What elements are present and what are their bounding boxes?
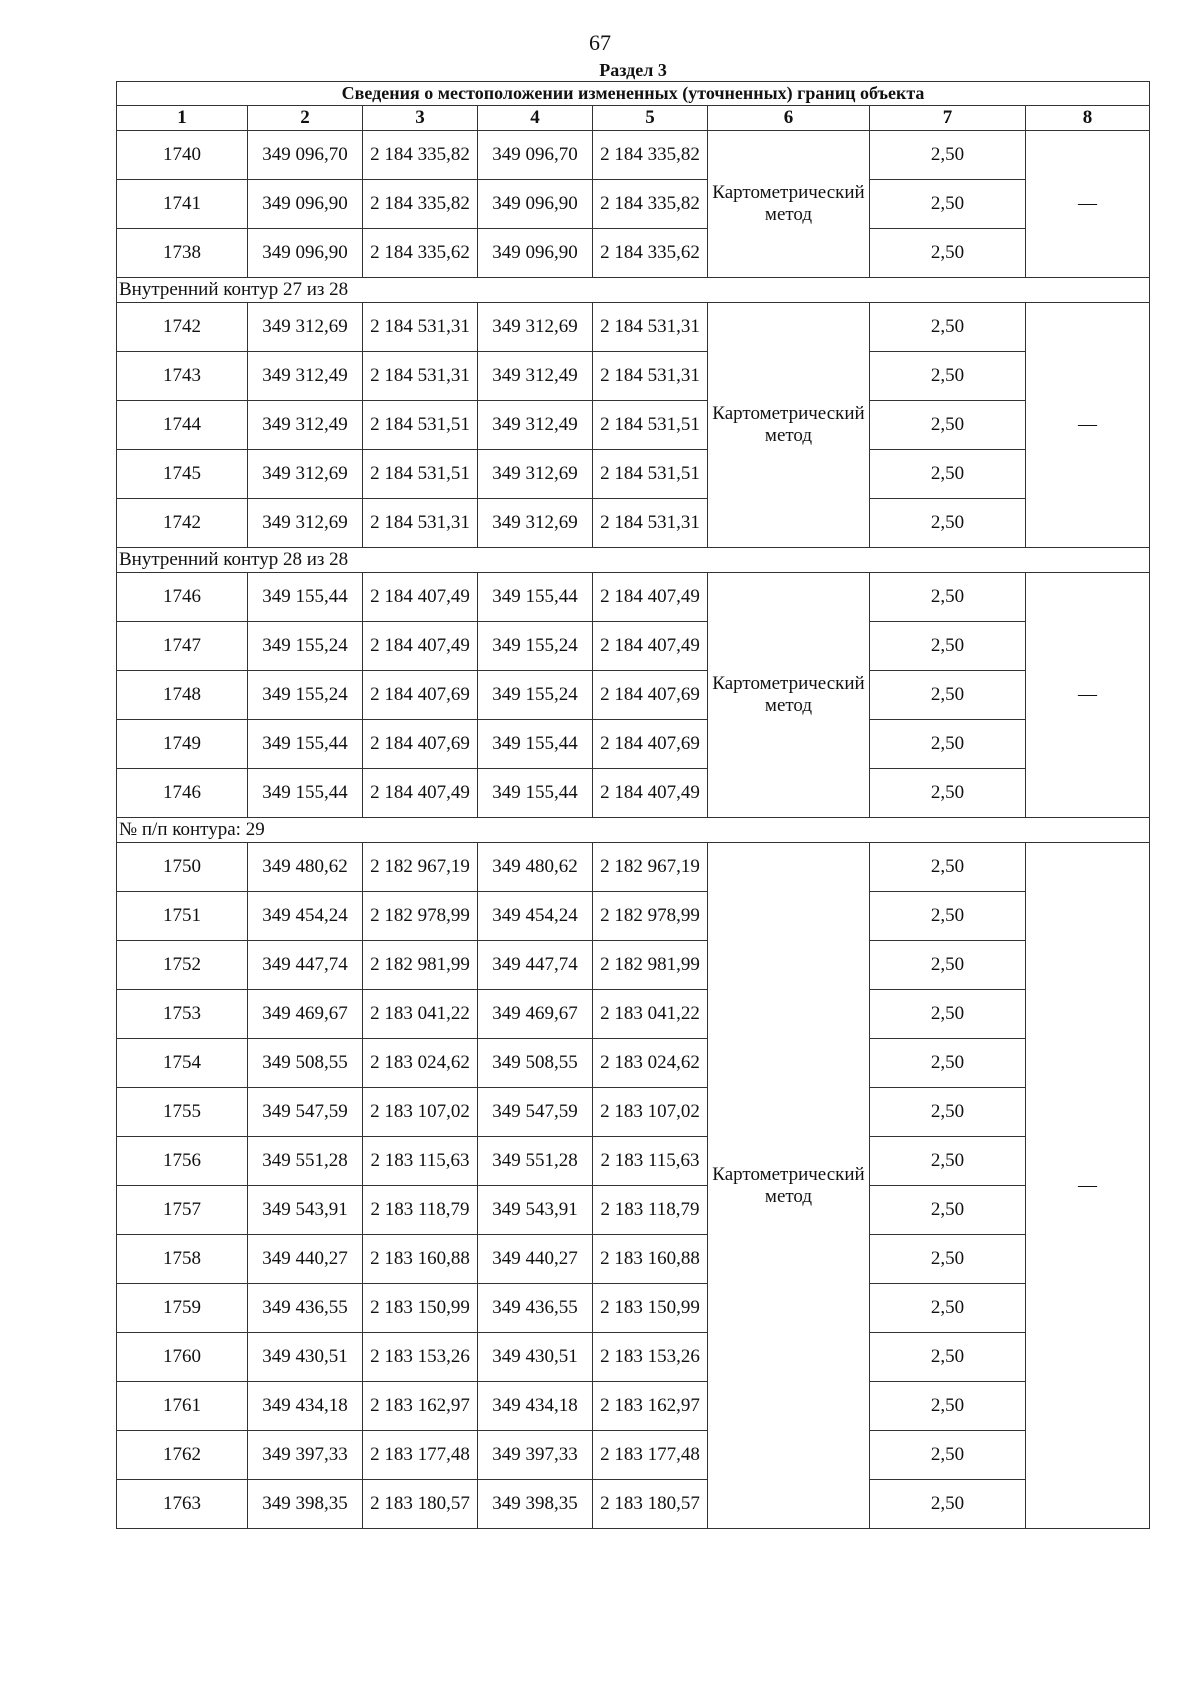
y-old-cell: 2 184 407,69 bbox=[363, 720, 478, 769]
accuracy-cell: 2,50 bbox=[870, 1088, 1026, 1137]
y-old-cell: 2 183 041,22 bbox=[363, 990, 478, 1039]
x-old-cell: 349 155,24 bbox=[248, 671, 363, 720]
x-new-cell: 349 155,44 bbox=[478, 573, 593, 622]
x-old-cell: 349 155,44 bbox=[248, 769, 363, 818]
x-new-cell: 349 155,44 bbox=[478, 769, 593, 818]
column-header-row bbox=[117, 106, 1150, 131]
y-new-cell: 2 184 531,51 bbox=[593, 401, 708, 450]
table-row bbox=[117, 1088, 1150, 1137]
x-old-cell: 349 312,49 bbox=[248, 401, 363, 450]
x-new-cell: 349 312,69 bbox=[478, 450, 593, 499]
table-row bbox=[117, 229, 1150, 278]
x-new-cell: 349 155,24 bbox=[478, 622, 593, 671]
x-old-cell: 349 155,44 bbox=[248, 573, 363, 622]
x-old-cell: 349 155,24 bbox=[248, 622, 363, 671]
section-title: Раздел 3 bbox=[599, 60, 667, 80]
y-new-cell: 2 184 407,49 bbox=[593, 573, 708, 622]
x-old-cell: 349 543,91 bbox=[248, 1186, 363, 1235]
table-row bbox=[117, 720, 1150, 769]
x-old-cell: 349 447,74 bbox=[248, 941, 363, 990]
column-8-cell: — bbox=[1026, 843, 1150, 1529]
table-row bbox=[117, 352, 1150, 401]
accuracy-cell: 2,50 bbox=[870, 843, 1026, 892]
accuracy-cell: 2,50 bbox=[870, 1333, 1026, 1382]
x-old-cell: 349 469,67 bbox=[248, 990, 363, 1039]
x-new-cell: 349 480,62 bbox=[478, 843, 593, 892]
accuracy-cell: 2,50 bbox=[870, 499, 1026, 548]
point-number-cell: 1752 bbox=[117, 941, 248, 990]
column-header: 3 bbox=[363, 106, 478, 131]
x-old-cell: 349 480,62 bbox=[248, 843, 363, 892]
y-new-cell: 2 184 531,31 bbox=[593, 499, 708, 548]
column-header: 6 bbox=[708, 106, 870, 131]
contour-label: № п/п контура: 29 bbox=[117, 818, 1150, 843]
y-old-cell: 2 184 335,82 bbox=[363, 180, 478, 229]
x-new-cell: 349 440,27 bbox=[478, 1235, 593, 1284]
y-new-cell: 2 183 107,02 bbox=[593, 1088, 708, 1137]
y-old-cell: 2 183 115,63 bbox=[363, 1137, 478, 1186]
y-old-cell: 2 184 335,82 bbox=[363, 131, 478, 180]
point-number-cell: 1758 bbox=[117, 1235, 248, 1284]
accuracy-cell: 2,50 bbox=[870, 1480, 1026, 1529]
accuracy-cell: 2,50 bbox=[870, 892, 1026, 941]
x-old-cell: 349 096,90 bbox=[248, 180, 363, 229]
x-new-cell: 349 312,49 bbox=[478, 401, 593, 450]
point-number-cell: 1750 bbox=[117, 843, 248, 892]
accuracy-cell: 2,50 bbox=[870, 769, 1026, 818]
table-row bbox=[117, 303, 1150, 352]
x-new-cell: 349 508,55 bbox=[478, 1039, 593, 1088]
y-new-cell: 2 183 153,26 bbox=[593, 1333, 708, 1382]
x-old-cell: 349 551,28 bbox=[248, 1137, 363, 1186]
point-number-cell: 1746 bbox=[117, 769, 248, 818]
accuracy-cell: 2,50 bbox=[870, 622, 1026, 671]
y-old-cell: 2 184 531,31 bbox=[363, 499, 478, 548]
x-new-cell: 349 551,28 bbox=[478, 1137, 593, 1186]
accuracy-cell: 2,50 bbox=[870, 131, 1026, 180]
table-row bbox=[117, 671, 1150, 720]
table-row bbox=[117, 1480, 1150, 1529]
method-cell: Картометрический метод bbox=[708, 843, 870, 1529]
table-row bbox=[117, 131, 1150, 180]
y-new-cell: 2 182 981,99 bbox=[593, 941, 708, 990]
y-new-cell: 2 184 335,82 bbox=[593, 180, 708, 229]
accuracy-cell: 2,50 bbox=[870, 180, 1026, 229]
accuracy-cell: 2,50 bbox=[870, 303, 1026, 352]
x-new-cell: 349 454,24 bbox=[478, 892, 593, 941]
point-number-cell: 1747 bbox=[117, 622, 248, 671]
point-number-cell: 1742 bbox=[117, 303, 248, 352]
table-row bbox=[117, 1186, 1150, 1235]
point-number-cell: 1754 bbox=[117, 1039, 248, 1088]
x-old-cell: 349 096,70 bbox=[248, 131, 363, 180]
accuracy-cell: 2,50 bbox=[870, 450, 1026, 499]
y-old-cell: 2 183 153,26 bbox=[363, 1333, 478, 1382]
accuracy-cell: 2,50 bbox=[870, 720, 1026, 769]
y-new-cell: 2 183 180,57 bbox=[593, 1480, 708, 1529]
table-row bbox=[117, 990, 1150, 1039]
y-old-cell: 2 182 967,19 bbox=[363, 843, 478, 892]
x-new-cell: 349 434,18 bbox=[478, 1382, 593, 1431]
y-new-cell: 2 184 407,49 bbox=[593, 622, 708, 671]
point-number-cell: 1760 bbox=[117, 1333, 248, 1382]
y-old-cell: 2 183 177,48 bbox=[363, 1431, 478, 1480]
contour-label-row bbox=[117, 278, 1150, 303]
y-new-cell: 2 183 041,22 bbox=[593, 990, 708, 1039]
table-row bbox=[117, 573, 1150, 622]
point-number-cell: 1749 bbox=[117, 720, 248, 769]
point-number-cell: 1744 bbox=[117, 401, 248, 450]
table-row bbox=[117, 941, 1150, 990]
accuracy-cell: 2,50 bbox=[870, 1039, 1026, 1088]
column-header: 1 bbox=[117, 106, 248, 131]
table-row bbox=[117, 499, 1150, 548]
method-cell: Картометрический метод bbox=[708, 303, 870, 548]
table-row bbox=[117, 622, 1150, 671]
y-old-cell: 2 182 978,99 bbox=[363, 892, 478, 941]
table-row bbox=[117, 1431, 1150, 1480]
y-new-cell: 2 182 967,19 bbox=[593, 843, 708, 892]
table-title: Сведения о местоположении измененных (уточненных) границ объекта bbox=[117, 82, 1150, 106]
x-old-cell: 349 155,44 bbox=[248, 720, 363, 769]
x-new-cell: 349 469,67 bbox=[478, 990, 593, 1039]
y-new-cell: 2 184 407,69 bbox=[593, 720, 708, 769]
y-old-cell: 2 184 407,49 bbox=[363, 769, 478, 818]
y-old-cell: 2 184 407,69 bbox=[363, 671, 478, 720]
x-new-cell: 349 436,55 bbox=[478, 1284, 593, 1333]
point-number-cell: 1738 bbox=[117, 229, 248, 278]
accuracy-cell: 2,50 bbox=[870, 1137, 1026, 1186]
point-number-cell: 1762 bbox=[117, 1431, 248, 1480]
column-header: 7 bbox=[870, 106, 1026, 131]
x-old-cell: 349 436,55 bbox=[248, 1284, 363, 1333]
table-row bbox=[117, 843, 1150, 892]
accuracy-cell: 2,50 bbox=[870, 573, 1026, 622]
x-new-cell: 349 447,74 bbox=[478, 941, 593, 990]
x-old-cell: 349 312,69 bbox=[248, 303, 363, 352]
accuracy-cell: 2,50 bbox=[870, 990, 1026, 1039]
contour-label-row bbox=[117, 818, 1150, 843]
table-body bbox=[117, 60, 1150, 1529]
column-header: 5 bbox=[593, 106, 708, 131]
accuracy-cell: 2,50 bbox=[870, 671, 1026, 720]
method-cell: Картометрический метод bbox=[708, 573, 870, 818]
point-number-cell: 1745 bbox=[117, 450, 248, 499]
y-new-cell: 2 184 531,51 bbox=[593, 450, 708, 499]
y-old-cell: 2 184 407,49 bbox=[363, 622, 478, 671]
y-new-cell: 2 183 118,79 bbox=[593, 1186, 708, 1235]
y-old-cell: 2 184 531,31 bbox=[363, 352, 478, 401]
x-old-cell: 349 508,55 bbox=[248, 1039, 363, 1088]
x-old-cell: 349 096,90 bbox=[248, 229, 363, 278]
accuracy-cell: 2,50 bbox=[870, 941, 1026, 990]
x-new-cell: 349 096,90 bbox=[478, 180, 593, 229]
y-old-cell: 2 183 107,02 bbox=[363, 1088, 478, 1137]
accuracy-cell: 2,50 bbox=[870, 229, 1026, 278]
x-new-cell: 349 155,24 bbox=[478, 671, 593, 720]
y-old-cell: 2 184 335,62 bbox=[363, 229, 478, 278]
point-number-cell: 1751 bbox=[117, 892, 248, 941]
point-number-cell: 1743 bbox=[117, 352, 248, 401]
y-new-cell: 2 184 335,62 bbox=[593, 229, 708, 278]
x-new-cell: 349 096,70 bbox=[478, 131, 593, 180]
column-header: 2 bbox=[248, 106, 363, 131]
point-number-cell: 1746 bbox=[117, 573, 248, 622]
page-number: 67 bbox=[589, 30, 611, 55]
y-new-cell: 2 184 407,69 bbox=[593, 671, 708, 720]
y-old-cell: 2 184 531,51 bbox=[363, 450, 478, 499]
point-number-cell: 1755 bbox=[117, 1088, 248, 1137]
x-old-cell: 349 430,51 bbox=[248, 1333, 363, 1382]
y-new-cell: 2 183 150,99 bbox=[593, 1284, 708, 1333]
point-number-cell: 1740 bbox=[117, 131, 248, 180]
point-number-cell: 1761 bbox=[117, 1382, 248, 1431]
y-new-cell: 2 183 177,48 bbox=[593, 1431, 708, 1480]
table-row bbox=[117, 1333, 1150, 1382]
y-old-cell: 2 182 981,99 bbox=[363, 941, 478, 990]
y-old-cell: 2 183 162,97 bbox=[363, 1382, 478, 1431]
y-old-cell: 2 183 160,88 bbox=[363, 1235, 478, 1284]
contour-label-row bbox=[117, 548, 1150, 573]
y-new-cell: 2 183 160,88 bbox=[593, 1235, 708, 1284]
table-row bbox=[117, 401, 1150, 450]
x-old-cell: 349 454,24 bbox=[248, 892, 363, 941]
x-old-cell: 349 397,33 bbox=[248, 1431, 363, 1480]
point-number-cell: 1763 bbox=[117, 1480, 248, 1529]
accuracy-cell: 2,50 bbox=[870, 401, 1026, 450]
x-old-cell: 349 440,27 bbox=[248, 1235, 363, 1284]
accuracy-cell: 2,50 bbox=[870, 1186, 1026, 1235]
x-new-cell: 349 547,59 bbox=[478, 1088, 593, 1137]
table-row bbox=[117, 450, 1150, 499]
y-new-cell: 2 183 024,62 bbox=[593, 1039, 708, 1088]
column-8-cell: — bbox=[1026, 573, 1150, 818]
y-old-cell: 2 183 024,62 bbox=[363, 1039, 478, 1088]
x-new-cell: 349 096,90 bbox=[478, 229, 593, 278]
x-old-cell: 349 547,59 bbox=[248, 1088, 363, 1137]
y-new-cell: 2 184 531,31 bbox=[593, 303, 708, 352]
x-new-cell: 349 155,44 bbox=[478, 720, 593, 769]
y-old-cell: 2 183 150,99 bbox=[363, 1284, 478, 1333]
y-new-cell: 2 183 115,63 bbox=[593, 1137, 708, 1186]
column-8-cell: — bbox=[1026, 131, 1150, 278]
point-number-cell: 1742 bbox=[117, 499, 248, 548]
point-number-cell: 1756 bbox=[117, 1137, 248, 1186]
table-row bbox=[117, 1039, 1150, 1088]
table-row bbox=[117, 180, 1150, 229]
column-8-cell: — bbox=[1026, 303, 1150, 548]
table-row bbox=[117, 1137, 1150, 1186]
table-row bbox=[117, 769, 1150, 818]
x-new-cell: 349 430,51 bbox=[478, 1333, 593, 1382]
x-old-cell: 349 312,69 bbox=[248, 499, 363, 548]
table-row bbox=[117, 1235, 1150, 1284]
y-new-cell: 2 182 978,99 bbox=[593, 892, 708, 941]
y-old-cell: 2 184 531,51 bbox=[363, 401, 478, 450]
contour-label: Внутренний контур 28 из 28 bbox=[117, 548, 1150, 573]
accuracy-cell: 2,50 bbox=[870, 1235, 1026, 1284]
y-old-cell: 2 184 531,31 bbox=[363, 303, 478, 352]
x-new-cell: 349 312,49 bbox=[478, 352, 593, 401]
x-old-cell: 349 398,35 bbox=[248, 1480, 363, 1529]
y-old-cell: 2 183 180,57 bbox=[363, 1480, 478, 1529]
column-header: 8 bbox=[1026, 106, 1150, 131]
x-old-cell: 349 312,69 bbox=[248, 450, 363, 499]
contour-label: Внутренний контур 27 из 28 bbox=[117, 278, 1150, 303]
y-new-cell: 2 184 407,49 bbox=[593, 769, 708, 818]
x-old-cell: 349 434,18 bbox=[248, 1382, 363, 1431]
boundary-coordinates-table bbox=[116, 60, 1150, 1529]
accuracy-cell: 2,50 bbox=[870, 1382, 1026, 1431]
table-row bbox=[117, 892, 1150, 941]
y-old-cell: 2 184 407,49 bbox=[363, 573, 478, 622]
accuracy-cell: 2,50 bbox=[870, 352, 1026, 401]
table-row bbox=[117, 1284, 1150, 1333]
point-number-cell: 1759 bbox=[117, 1284, 248, 1333]
y-new-cell: 2 183 162,97 bbox=[593, 1382, 708, 1431]
x-new-cell: 349 312,69 bbox=[478, 303, 593, 352]
point-number-cell: 1748 bbox=[117, 671, 248, 720]
point-number-cell: 1757 bbox=[117, 1186, 248, 1235]
column-header: 4 bbox=[478, 106, 593, 131]
y-new-cell: 2 184 335,82 bbox=[593, 131, 708, 180]
x-new-cell: 349 543,91 bbox=[478, 1186, 593, 1235]
accuracy-cell: 2,50 bbox=[870, 1431, 1026, 1480]
y-new-cell: 2 184 531,31 bbox=[593, 352, 708, 401]
x-new-cell: 349 312,69 bbox=[478, 499, 593, 548]
x-new-cell: 349 397,33 bbox=[478, 1431, 593, 1480]
table-row bbox=[117, 1382, 1150, 1431]
point-number-cell: 1741 bbox=[117, 180, 248, 229]
x-new-cell: 349 398,35 bbox=[478, 1480, 593, 1529]
method-cell: Картометрический метод bbox=[708, 131, 870, 278]
x-old-cell: 349 312,49 bbox=[248, 352, 363, 401]
point-number-cell: 1753 bbox=[117, 990, 248, 1039]
accuracy-cell: 2,50 bbox=[870, 1284, 1026, 1333]
y-old-cell: 2 183 118,79 bbox=[363, 1186, 478, 1235]
